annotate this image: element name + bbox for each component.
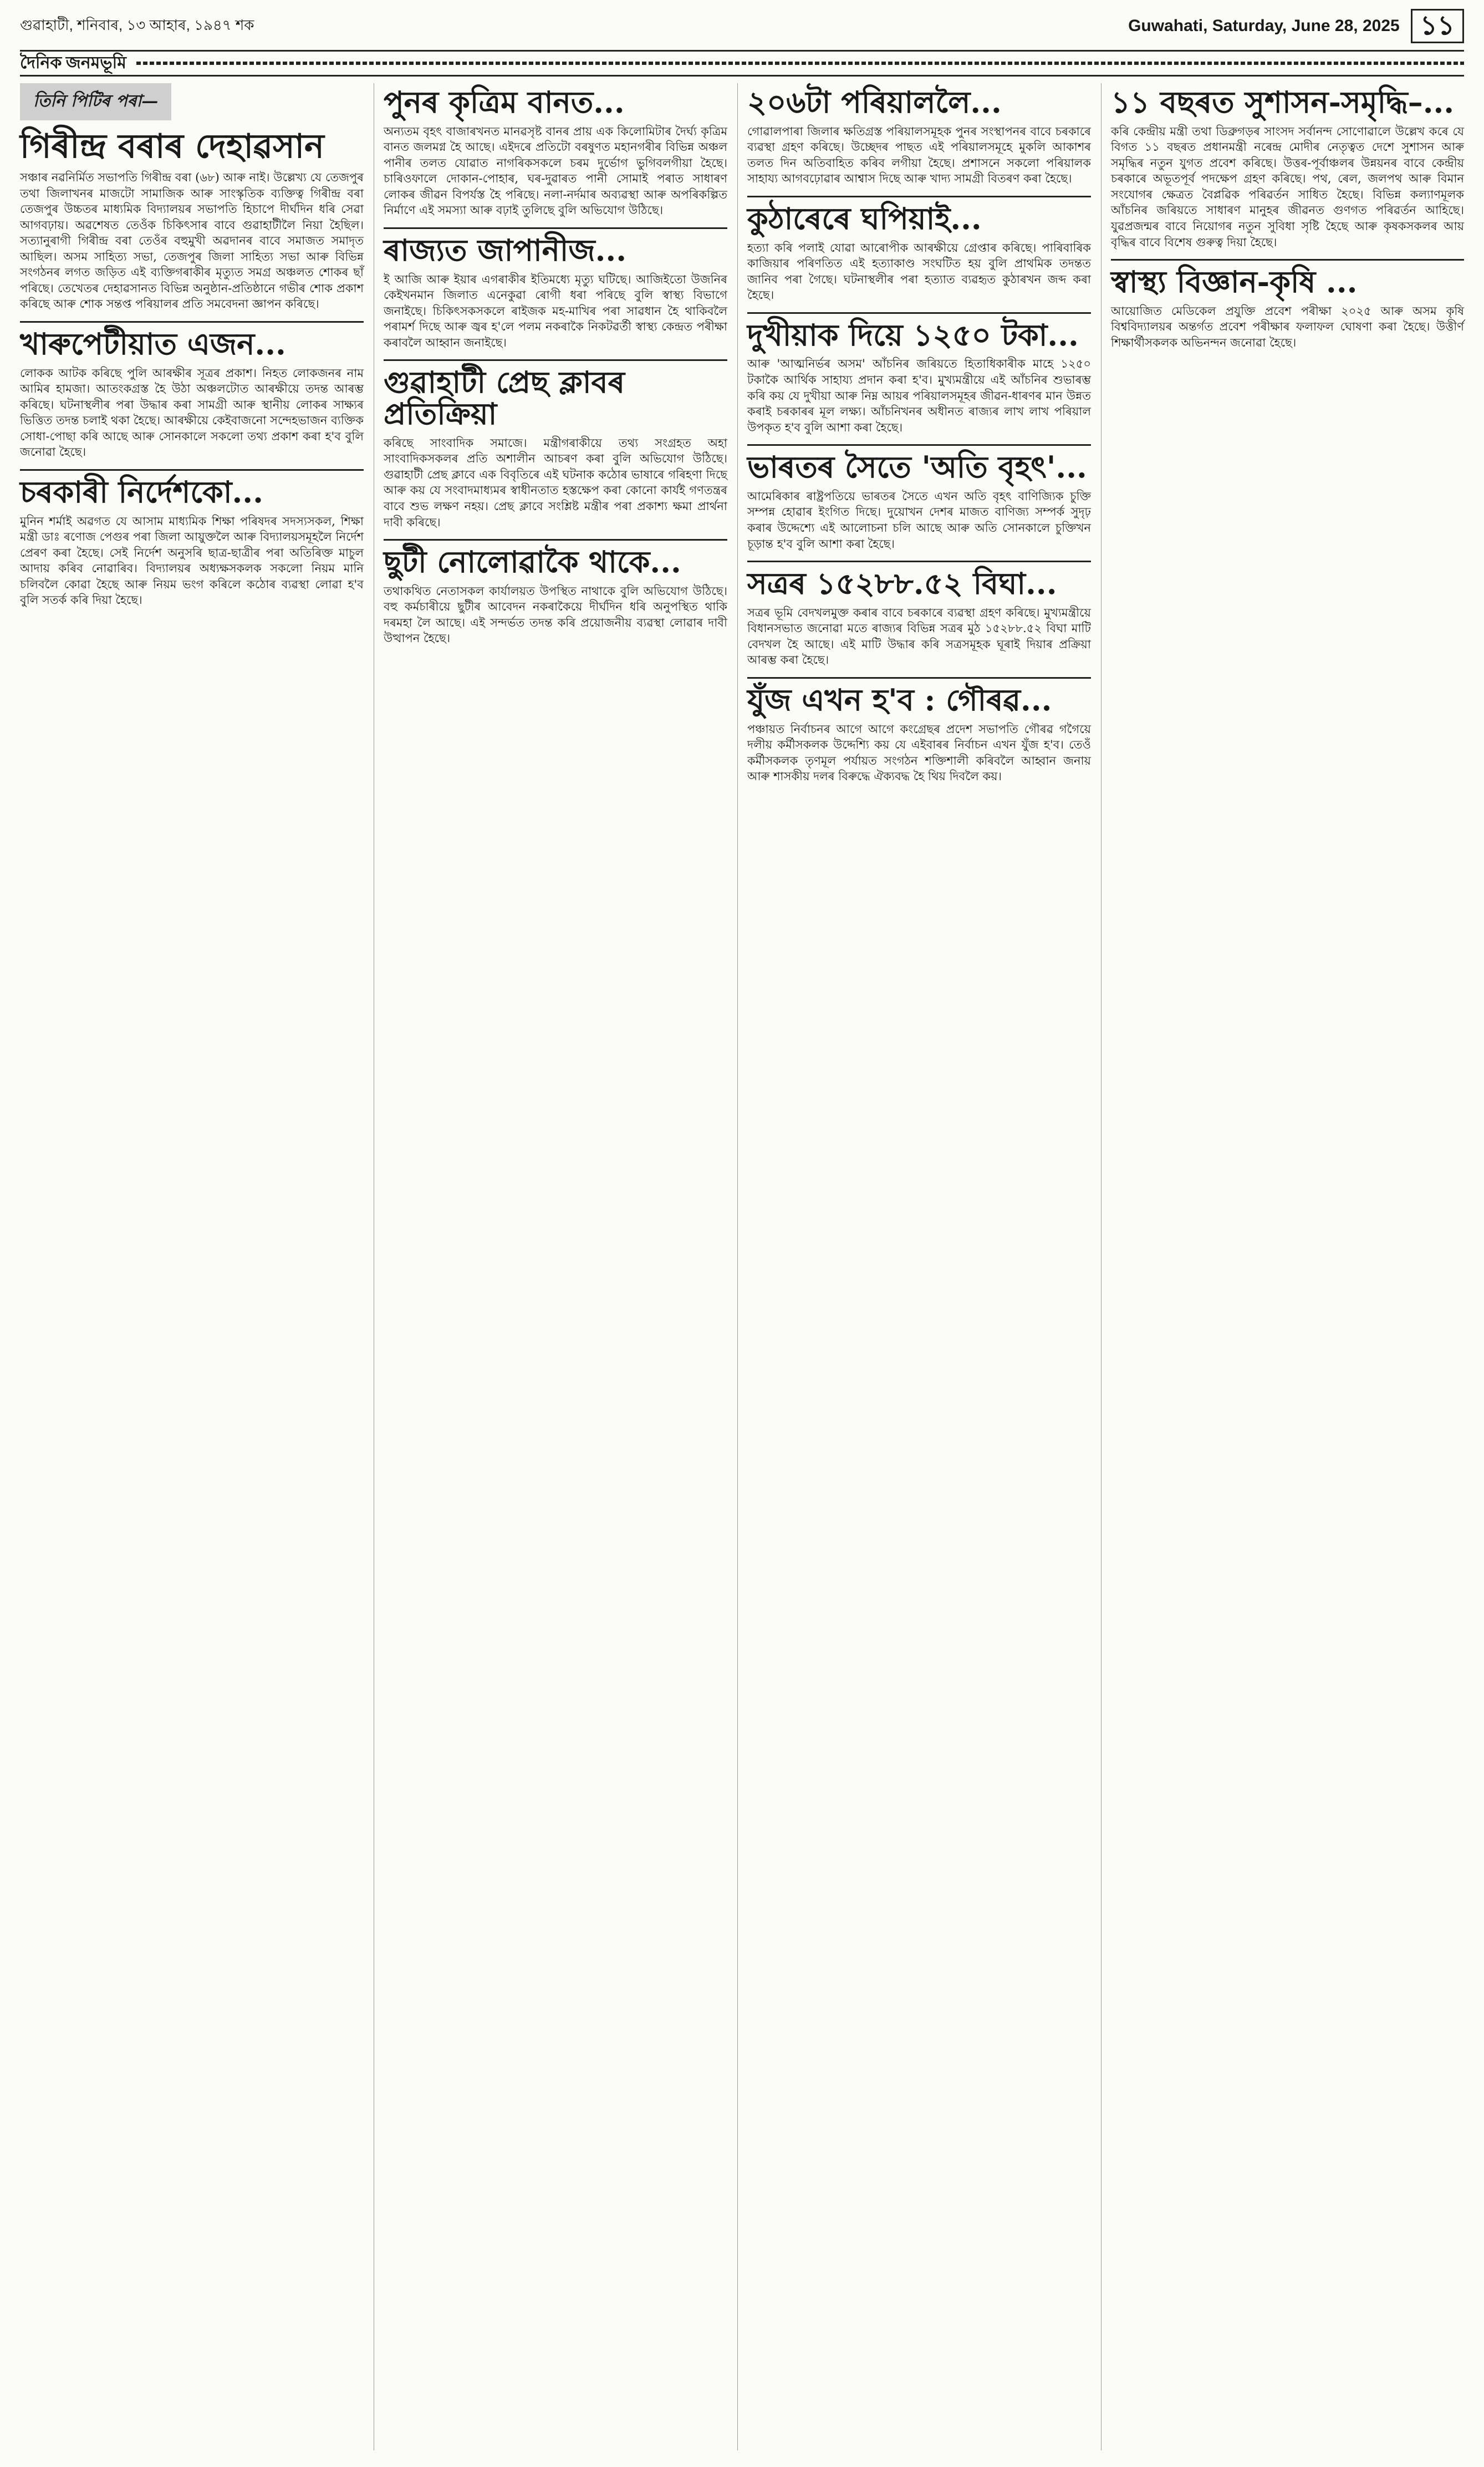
story-divider (384, 539, 727, 541)
column-1 (20, 83, 364, 2450)
story-11-years (1111, 84, 1464, 250)
masthead: দৈনিক জনমভূমি (20, 53, 126, 72)
masthead-bar (20, 50, 1464, 77)
headline: দুখীয়াক দিয়ে ১২৫০ টকা... (747, 317, 1079, 353)
dateline-right: Guwahati, Saturday, June 28, 2025 (1128, 17, 1400, 35)
dateline-left: গুৱাহাটী, শনিবাৰ, ১৩ আহাৰ, ১৯৪৭ শক (20, 17, 254, 33)
headline: গুৱাহাটী প্ৰেছ ক্লাবৰ প্ৰতিক্ৰিয়া (384, 364, 625, 432)
story-divider (20, 469, 364, 471)
story-govt-directive (20, 476, 364, 608)
headline: ২০৬টা পৰিয়াললৈ... (747, 84, 1002, 120)
story-1250-rupees (747, 319, 1091, 435)
story-body: ই আজি আৰু ইয়াৰ এগৰাকীৰ ইতিমধ্যে মৃত্যু ঘটিছে। আজিইতো উজনিৰ কেইখনমান জিলাত এনেকুৱা ৰোগী ধৰা পৰিছে বুলি স্বাস্থ্য বিভাগে জনাইছে। চিকিৎসকসকলে ৰাইজক মহ-মাখিৰ পৰা সাৱধান হৈ থাকিবলৈ পৰামৰ্শ দিছে আৰু জ্বৰ হ'লে পলম নকৰাকৈ নিকটৱৰ্তী স্বাস্থ্য কেন্দ্ৰত পৰীক্ষা কৰাবলৈ আহ্বান জনাইছে। (384, 272, 727, 349)
story-divider (20, 321, 364, 323)
story-body: লোকক আটক কৰিছে পুলি আৰক্ষীৰ সূত্ৰৰ প্ৰকাশ। নিহত লোকজনৰ নাম আমিৰ হামজা। আতংকগ্ৰস্ত হৈ উঠা অঞ্চলটোত আৰক্ষীয়ে তদন্ত আৰম্ভ কৰিছে। ঘটনাস্থলীৰ পৰা উদ্ধাৰ কৰা সামগ্ৰী আৰু স্থানীয় লোকৰ সাক্ষ্যৰ ভিত্তিত তদন্ত চলাই থকা হৈছে। আৰক্ষীয়ে কেইবাজনো সন্দেহভাজন ব্যক্তিক সোধা-পোছা কৰি আছে আৰু সোনকালে সকলো তথ্য প্ৰকাশ কৰা হ'ব বুলি জনোৱা হৈছে। (20, 366, 364, 459)
story-divider (747, 312, 1091, 314)
story-body: আমেৰিকাৰ ৰাষ্ট্ৰপতিয়ে ভাৰতৰ সৈতে এখন অতি বৃহৎ বাণিজ্যিক চুক্তি সম্পন্ন হোৱাৰ ইংগিত দিছে। দুয়োখন দেশৰ মাজত বাণিজ্য সম্পৰ্ক সুদৃঢ় কৰাৰ উদ্দেশ্যে এই আলোচনা চলি আছে আৰু অতি সোনকালে চুক্তিখন চূড়ান্ত হ'ব বুলি আশা কৰা হৈছে। (747, 489, 1091, 551)
story-body: কৰিছে সাংবাদিক সমাজে। মন্ত্ৰীগৰাকীয়ে তথ্য সংগ্ৰহত অহা সাংবাদিকসকলৰ প্ৰতি অশালীন আচৰণ কৰা বুলি অভিযোগ উঠিছে। গুৱাহাটী প্ৰেছ ক্লাবে এক বিবৃতিৰে এই ঘটনাক কঠোৰ ভাষাৰে গৰিহণা দিছে আৰু কয় যে সংবাদমাধ্যমৰ স্বাধীনতাত হস্তক্ষেপ কৰা কোনো কাৰ্যই গণতন্ত্ৰৰ বাবে শুভ লক্ষণ নহয়। প্ৰেছ ক্লাবে সংশ্লিষ্ট মন্ত্ৰীৰ পৰা প্ৰকাশ্য ক্ষমা প্ৰাৰ্থনা দাবী কৰিছে। (384, 436, 727, 529)
headline: খাৰুপেটীয়াত এজন... (20, 325, 286, 362)
headline: স্বাস্থ্য বিজ্ঞান-কৃষি ... (1111, 264, 1358, 300)
story-divider (384, 227, 727, 229)
column-4 (1111, 83, 1464, 2450)
headline: ৰাজ্যত জাপানীজ... (384, 232, 627, 268)
story-kharupetia (20, 325, 364, 460)
story-body: মুনিন শৰ্মাই অৱগত যে আসাম মাধ্যমিক শিক্ষা পৰিষদৰ সদস্যসকল, শিক্ষা মন্ত্ৰী ডাঃ ৰণোজ পেগুৰ পৰা জিলা আয়ুক্তলৈ আৰু বিদ্যালয়সমূহলৈ নিৰ্দেশ প্ৰেৰণ কৰা হৈছে। সেই নিৰ্দেশ অনুসৰি ছাত্ৰ-ছাত্ৰীৰ পৰা অতিৰিক্ত মাচুল আদায় কৰিব নোৱাৰিব। বিদ্যালয়ৰ অধ্যক্ষসকলক সকলো নিয়ম মানি চলিবলৈ কোৱা হৈছে আৰু নিয়ম ভংগ কৰিলে কঠোৰ ব্যৱস্থা লোৱা হ'ব বুলি সতৰ্ক কৰি দিয়া হৈছে। (20, 514, 364, 607)
story-leave (384, 546, 727, 647)
column-2 (384, 83, 727, 2450)
page-header (20, 7, 1464, 45)
headline: চৰকাৰী নিৰ্দেশকো... (20, 474, 263, 510)
story-india-deal (747, 451, 1091, 552)
story-health-science (1111, 266, 1464, 350)
story-body: আয়োজিত মেডিকেল প্ৰযুক্তি প্ৰবেশ পৰীক্ষা ২০২৫ আৰু অসম কৃষি বিশ্ববিদ্যালয়ৰ অন্তৰ্গত প্ৰবেশ পৰীক্ষাৰ ফলাফল ঘোষণা কৰা হৈছে। উত্তীৰ্ণ শিক্ষাৰ্থীসকলক অভিনন্দন জনোৱা হৈছে। (1111, 304, 1464, 349)
column-divider (737, 83, 738, 2450)
story-divider (747, 677, 1091, 679)
section-label: তিনি পিটিৰ পৰা— (20, 83, 171, 120)
story-axe (747, 200, 1091, 303)
story-body: পঞ্চায়ত নিৰ্বাচনৰ আগে আগে কংগ্ৰেছৰ প্ৰদেশ সভাপতি গৌৰৱ গগৈয়ে দলীয় কৰ্মীসকলক উদ্দেশ্যি কয় যে এইবাৰৰ নিৰ্বাচন এখন যুঁজ হ'ব। তেওঁ কৰ্মীসকলক তৃণমূল পৰ্যায়ত সংগঠন শক্তিশালী কৰিবলৈ আহ্বান জনায় আৰু শাসকীয় দলৰ বিৰুদ্ধে ঐক্যবদ্ধ হৈ থিয় দিবলৈ কয়। (747, 722, 1091, 784)
story-gaurav (747, 681, 1091, 785)
page-number: ১১ (1411, 9, 1464, 43)
headline: যুঁজ এখন হ'ব : গৌৰৱ... (747, 681, 1052, 718)
story-divider (747, 196, 1091, 197)
story-body: কৰি কেন্দ্ৰীয় মন্ত্ৰী তথা ডিব্ৰুগড়ৰ সাংসদ সৰ্বানন্দ সোণোৱালে উল্লেখ কৰে যে বিগত ১১ বছৰত প্ৰধানমন্ত্ৰী নৰেন্দ্ৰ মোদীৰ নেতৃত্বত দেশে সুশাসন আৰু সমৃদ্ধিৰ নতুন যুগত প্ৰবেশ কৰিছে। উত্তৰ-পূৰ্বাঞ্চলৰ উন্নয়নৰ বাবে কেন্দ্ৰীয় চৰকাৰে অভূতপূৰ্ব পদক্ষেপ গ্ৰহণ কৰিছে। পথ, ৰেল, জলপথ আৰু বিমান সংযোগৰ ক্ষেত্ৰত বৈপ্লৱিক পৰিৱৰ্তন সাধিত হৈছে। বিভিন্ন কল্যাণমূলক আঁচনিৰ জৰিয়তে সাধাৰণ মানুহৰ জীৱনত গুণগত পৰিৱৰ্তন আহিছে। যুৱপ্ৰজন্মৰ বাবে নিয়োগৰ নতুন সুবিধা সৃষ্টি হৈছে আৰু কৃষকসকলৰ আয় বৃদ্ধিৰ বাবে বিশেষ গুৰুত্ব দিয়া হৈছে। (1111, 124, 1464, 249)
story-body: গোৱালপাৰা জিলাৰ ক্ষতিগ্ৰস্ত পৰিয়ালসমূহক পুনৰ সংস্থাপনৰ বাবে চৰকাৰে ব্যৱস্থা গ্ৰহণ কৰিছে। উচ্ছেদৰ পাছত এই পৰিয়ালসমূহে মুকলি আকাশৰ তলত দিন অতিবাহিত কৰিব লগীয়া হৈছে। প্ৰশাসনে সকলো পৰিয়ালক সাহায্য আগবঢ়োৱাৰ আশ্বাস দিছে আৰু খাদ্য সামগ্ৰী বিতৰণ কৰা হৈছে। (747, 124, 1091, 186)
story-artificial-flood (384, 84, 727, 218)
story-divider (384, 359, 727, 361)
story-divider (747, 444, 1091, 446)
story-press-club (384, 364, 727, 530)
headline: গিৰীন্দ্ৰ বৰাৰ দেহাৱসান (20, 127, 324, 166)
story-body: অন্যতম বৃহৎ বাজাৰখনত মানৱসৃষ্ট বানৰ প্ৰায় এক কিলোমিটাৰ দৈৰ্ঘ্য কৃত্ৰিম বানত জলমগ্ন হৈ আছে। এইদৰে প্ৰতিটো বৰষুণত মহানগৰীৰ বিভিন্ন অঞ্চল পানীৰ তলত যোৱাত নাগৰিকসকলে চৰম দুৰ্ভোগ ভুগিবলগীয়া হৈছে। চাৰিওফালে দোকান-পোহাৰ, ঘৰ-দুৱাৰত পানী সোমাই পৰাত সাধাৰণ লোকৰ জীৱন বিপৰ্যস্ত হৈ পৰিছে। নলা-নৰ্দমাৰ অব্যৱস্থা আৰু অপৰিকল্পিত নিৰ্মাণে এই সমস্যা আৰু বঢ়াই তুলিছে বুলি অভিযোগ উঠিছে। (384, 124, 727, 217)
story-body: সত্ৰৰ ভূমি বেদখলমুক্ত কৰাৰ বাবে চৰকাৰে ব্যৱস্থা গ্ৰহণ কৰিছে। মুখ্যমন্ত্ৰীয়ে বিধানসভাত জনোৱা মতে ৰাজ্যৰ বিভিন্ন সত্ৰৰ মুঠ ১৫২৮৮.৫২ বিঘা মাটি বেদখল হৈ আছে। এই মাটি উদ্ধাৰ কৰি সত্ৰসমূহক ঘূৰাই দিয়াৰ প্ৰক্ৰিয়া আৰম্ভ কৰা হৈছে। (747, 606, 1091, 667)
headline: ছুটী নোলোৱাকৈ থাকে... (384, 544, 681, 580)
headline: কুঠাৰেৰে ঘপিয়াই... (747, 200, 982, 236)
headline: ১১ বছৰত সুশাসন-সমৃদ্ধি–... (1111, 84, 1455, 120)
story-body: তথাকথিত নেতাসকল কাৰ্যালয়ত উপস্থিত নাথাকে বুলি অভিযোগ উঠিছে। বহু কৰ্মচাৰীয়ে ছুটীৰ আবেদন নকৰাকৈয়ে দীৰ্ঘদিন ধৰি অনুপস্থিত থাকি দৰমহা লৈ আছে। এই সন্দৰ্ভত তদন্ত কৰি প্ৰয়োজনীয় ব্যৱস্থা লোৱাৰ দাবী উত্থাপন হৈছে। (384, 584, 727, 645)
story-satra-land (747, 568, 1091, 668)
story-divider (1111, 259, 1464, 261)
column-3 (747, 83, 1091, 2450)
headline: ভাৰতৰ সৈতে 'অতি বৃহৎ'... (747, 449, 1087, 485)
headline: সত্ৰৰ ১৫২৮৮.৫২ বিঘা... (747, 566, 1057, 602)
masthead-rule (136, 62, 1464, 65)
story-206-families (747, 84, 1091, 187)
headline: পুনৰ কৃত্ৰিম বানত... (384, 84, 625, 120)
story-death-news (20, 129, 364, 312)
story-body: সঞ্চাৰ নৱনিৰ্মিত সভাপতি গিৰীন্দ্ৰ বৰা (৬৮) আৰু নাই। উল্লেখ্য যে তেজপুৰ তথা জিলাখনৰ মাজটো সামাজিক আৰু সাংস্কৃতিক ব্যক্তিত্ব গিৰীন্দ্ৰ বৰা তেজপুৰ উচ্চতৰ মাধ্যমিক বিদ্যালয়ৰ সভাপতি হিচাপে দীৰ্ঘদিন ধৰি সেৱা আগবঢ়ায়। অৱশেষত তেওঁক চিকিৎসাৰ বাবে গুৱাহাটীলৈ নিয়া হৈছিল। সত্যানুৰাগী গিৰীন্দ্ৰ বৰা তেওঁৰ বহুমুখী অৱদানৰ বাবে সমাজত সমাদৃত আছিল। অসম সাহিত্য সভা, তেজপুৰ জিলা সাহিত্য সভা আৰু বিভিন্ন সংগঠনৰ লগত জড়িত এই ব্যক্তিগৰাকীৰ মৃত্যুত সমগ্ৰ অঞ্চলত শোকৰ ছাঁ পৰিছে। তেখেতৰ দেহাৱসানত বিভিন্ন অনুষ্ঠান-প্ৰতিষ্ঠানে গভীৰ শোক প্ৰকাশ কৰিছে আৰু শোক সন্তপ্ত পৰিয়ালৰ প্ৰতি সমবেদনা জ্ঞাপন কৰিছে। (20, 171, 364, 311)
story-japanese-encephalitis (384, 232, 727, 350)
story-body: আৰু 'আত্মনিৰ্ভৰ অসম' আঁচনিৰ জৰিয়তে হিতাধিকাৰীক মাহে ১২৫০ টকাকৈ আৰ্থিক সাহায্য প্ৰদান কৰা হ'ব। মুখ্যমন্ত্ৰীয়ে এই আঁচনিৰ শুভাৰম্ভ কৰি কয় যে দুখীয়া আৰু নিম্ন আয়ৰ পৰিয়ালসমূহৰ জীৱন-ধাৰণৰ মান উন্নত কৰাই চৰকাৰৰ মূল লক্ষ্য। আঁচনিখনৰ অধীনত ৰাজ্যৰ লাখ লাখ পৰিয়াল উপকৃত হ'ব বুলি আশা কৰা হৈছে। (747, 357, 1091, 434)
story-body: হত্যা কৰি পলাই যোৱা আৰোপীক আৰক্ষীয়ে গ্ৰেপ্তাৰ কৰিছে। পাৰিবাৰিক কাজিয়াৰ পৰিণতিত এই হত্যাকাণ্ড সংঘটিত হয় বুলি প্ৰাথমিক তদন্তত জানিব পৰা গৈছে। ঘটনাস্থলীৰ পৰা হত্যাত ব্যৱহৃত কুঠাৰখন জব্দ কৰা হৈছে। (747, 241, 1091, 302)
story-divider (747, 561, 1091, 562)
